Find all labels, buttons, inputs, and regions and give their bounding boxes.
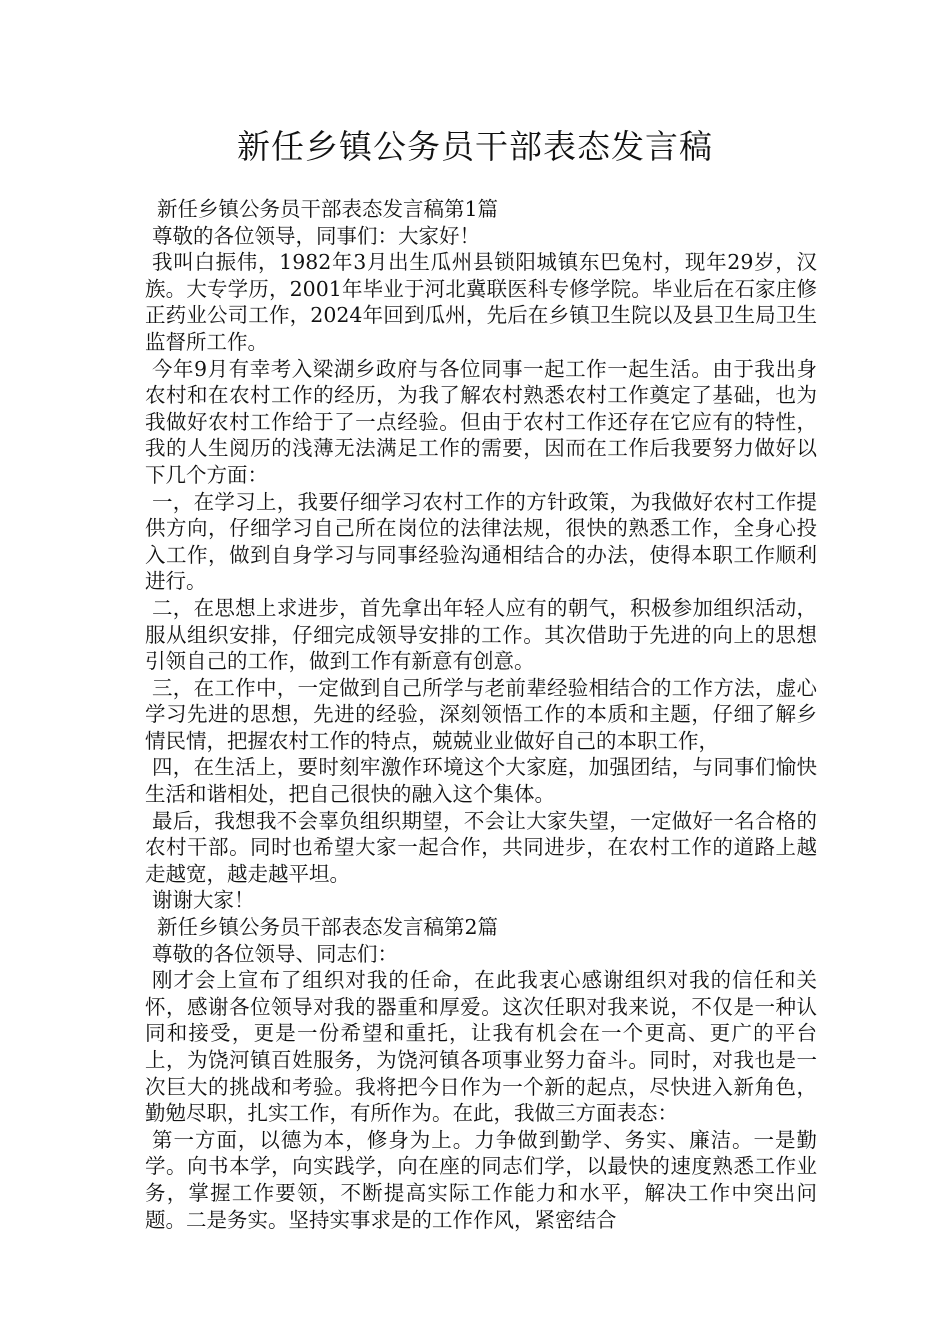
paragraph-background: 今年9月有幸考入梁湖乡政府与各位同事一起工作一起生活。由于我出身农村和在农村工作的经历，为我了解农村熟悉农村工作奠定了基础，也为我做好农村工作给于了一点经验。但由于农村工作还存在它应有的特性，我的人生阅历的浅薄无法满足工作的需要，因而在工作后我要努力做好以下几个方面： [145, 356, 817, 487]
paragraph-first-aspect: 第一方面，以德为本，修身为上。力争做到勤学、务实、廉洁。一是勤学。向书本学，向实践学，向在座的同志们学，以最快的速度熟悉工作业务，掌握工作要领，不断提高实际工作能力和水平，解决工作中突出问题。二是务实。坚持实事求是的工作作风，紧密结合 [145, 1127, 817, 1232]
paragraph-point-1: 一，在学习上，我要仔细学习农村工作的方针政策，为我做好农村工作提供方向，仔细学习自己所在岗位的法律法规，很快的熟悉工作，全身心投入工作，做到自身学习与同事经验沟通相结合的办法，使得本职工作顺利进行。 [145, 489, 817, 594]
paragraph-introduction: 我叫白振伟，1982年3月出生瓜州县锁阳城镇东巴兔村，现年29岁，汉族。大专学历，2001年毕业于河北冀联医科专修学院。毕业后在石家庄修正药业公司工作，2024年回到瓜州，先后在乡镇卫生院以及县卫生局卫生监督所工作。 [145, 250, 817, 354]
section-heading-2: 新任乡镇公务员干部表态发言稿第2篇 [157, 915, 499, 940]
paragraph-appointment: 刚才会上宣布了组织对我的任命，在此我衷心感谢组织对我的信任和关怀，感谢各位领导对我的器重和厚爱。这次任职对我来说，不仅是一种认同和接受，更是一份希望和重托，让我有机会在一个更高、更广的平台上，为饶河镇百姓服务，为饶河镇各项事业努力奋斗。同时，对我也是一次巨大的挑战和考验。我将把今日作为一个新的起点，尽快进入新角色，勤勉尽职，扎实工作，有所作为。在此，我做三方面表态： [145, 968, 817, 1126]
paragraph-point-4: 四，在生活上，要时刻牢激作环境这个大家庭，加强团结，与同事们愉快生活和谐相处，把自己很快的融入这个集体。 [145, 755, 817, 807]
paragraph-point-3: 三，在工作中，一定做到自己所学与老前辈经验相结合的工作方法，虚心学习先进的思想，先进的经验，深刻领悟工作的本质和主题，仔细了解乡情民情，把握农村工作的特点，兢兢业业做好自己的本职工作， [145, 675, 817, 753]
salutation-1: 尊敬的各位领导，同事们：大家好！ [152, 223, 480, 248]
salutation-2: 尊敬的各位领导、同志们： [152, 941, 398, 966]
document-body [145, 196, 817, 1233]
section-heading-1: 新任乡镇公务员干部表态发言稿第1篇 [157, 197, 499, 221]
paragraph-conclusion: 最后，我想我不会辜负组织期望，不会让大家失望，一定做好一名合格的农村干部。同时也希望大家一起合作，共同进步，在农村工作的道路上越走越宽，越走越平坦。 [145, 808, 817, 886]
paragraph-thanks: 谢谢大家！ [152, 888, 255, 913]
document-title: 新任乡镇公务员干部表态发言稿 [237, 127, 713, 166]
paragraph-point-2: 二，在思想上求进步，首先拿出年轻人应有的朝气，积极参加组织活动，服从组织安排，仔细完成领导安排的工作。其次借助于先进的向上的思想引领自己的工作，做到工作有新意有创意。 [145, 595, 817, 674]
